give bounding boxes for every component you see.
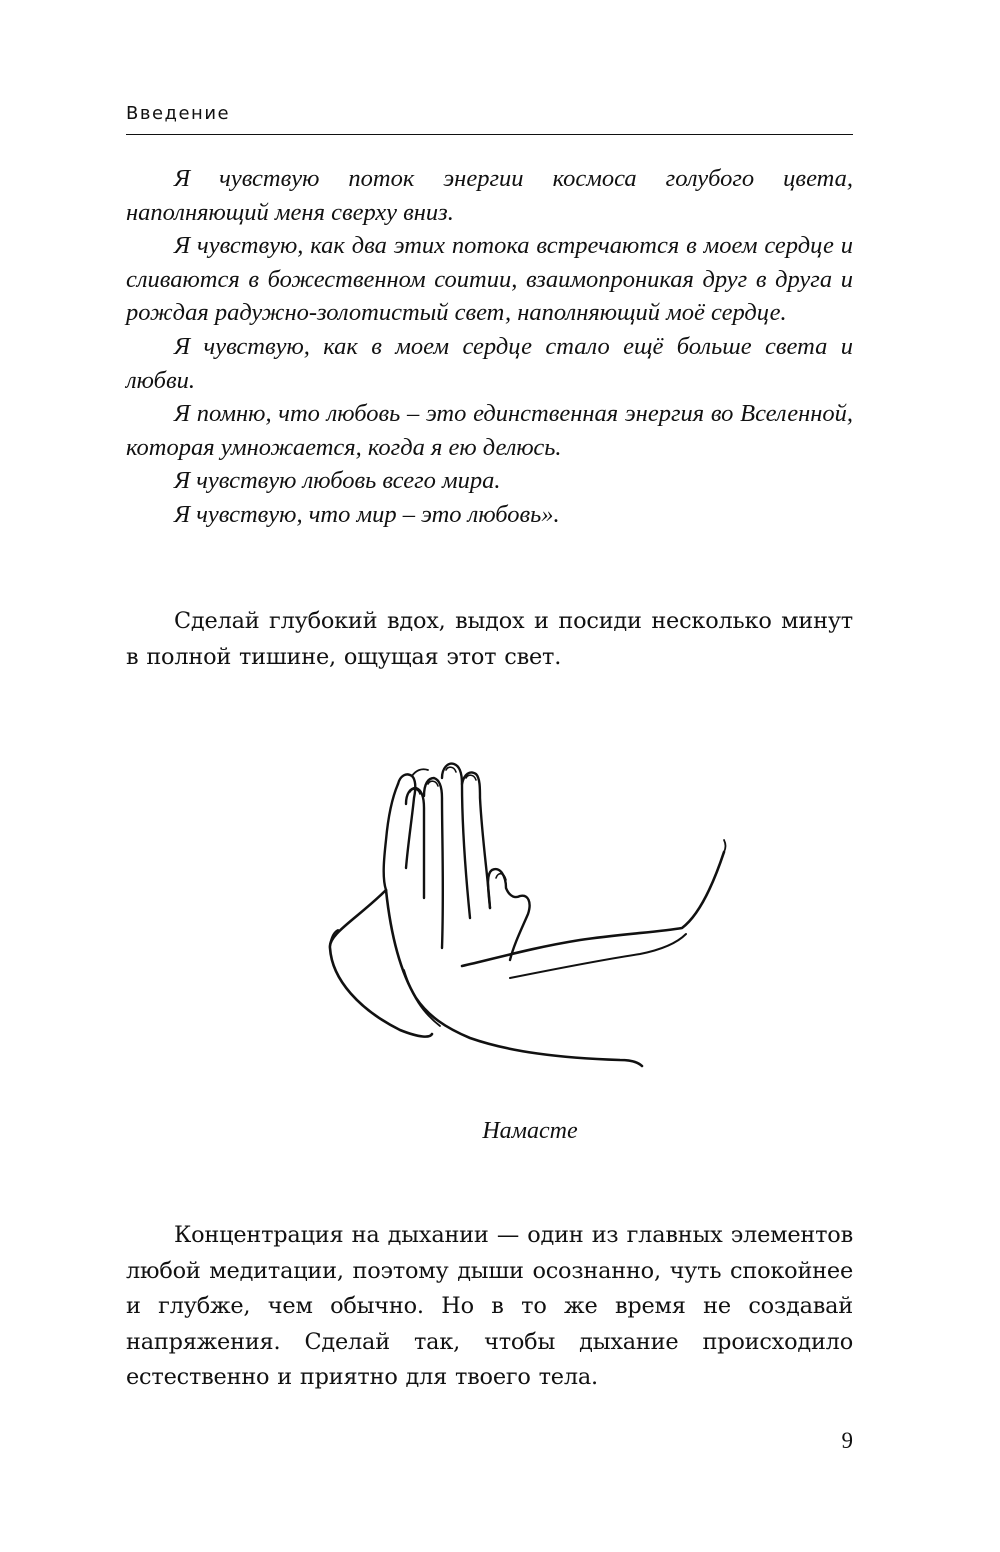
affirmation-line: Я чувствую, что мир – это любовь».	[174, 500, 560, 528]
header-rule	[126, 134, 853, 135]
affirmation-line: Я чувствую, как в моем сердце стало ещё больше света и любви.	[126, 332, 853, 394]
affirmation-line: Я чувствую любовь всего мира.	[174, 467, 501, 495]
affirmation-block	[126, 162, 853, 532]
affirmation-line: Я помню, что любовь – это единственная энергия во Вселенной, которая умножается, когда я ею делюсь.	[126, 400, 853, 461]
page-number: 9	[841, 1428, 853, 1453]
paragraph-breath-focus: Концентрация на дыхании — один из главных элементов любой медитации, поэтому дыши осознанно, чуть спокойнее и глубже, чем обычно. Но в то же время не создавай напряжения. Сделай так, чтобы дыхание происходило естественно и приятно для твоего тела.	[126, 1222, 853, 1390]
running-head: Введение	[126, 103, 231, 124]
namaste-hands-illustration-icon	[320, 748, 740, 1088]
figure-caption: Намасте	[482, 1118, 578, 1144]
affirmation-line: Я чувствую, как два этих потока встречаются в моем сердце и сливаются в божественном соитии, взаимопроникая друг в друга и рождая радужно-золотистый свет, наполняющий моё сердце.	[126, 232, 853, 327]
paragraph-breath-pause: Сделай глубокий вдох, выдох и посиди несколько минут в полной тишине, ощущая этот свет.	[126, 608, 853, 670]
namaste-figure	[320, 748, 740, 1088]
affirmation-line: Я чувствую поток энергии космоса голубого цвета, наполняющий меня сверху вниз.	[126, 165, 853, 226]
